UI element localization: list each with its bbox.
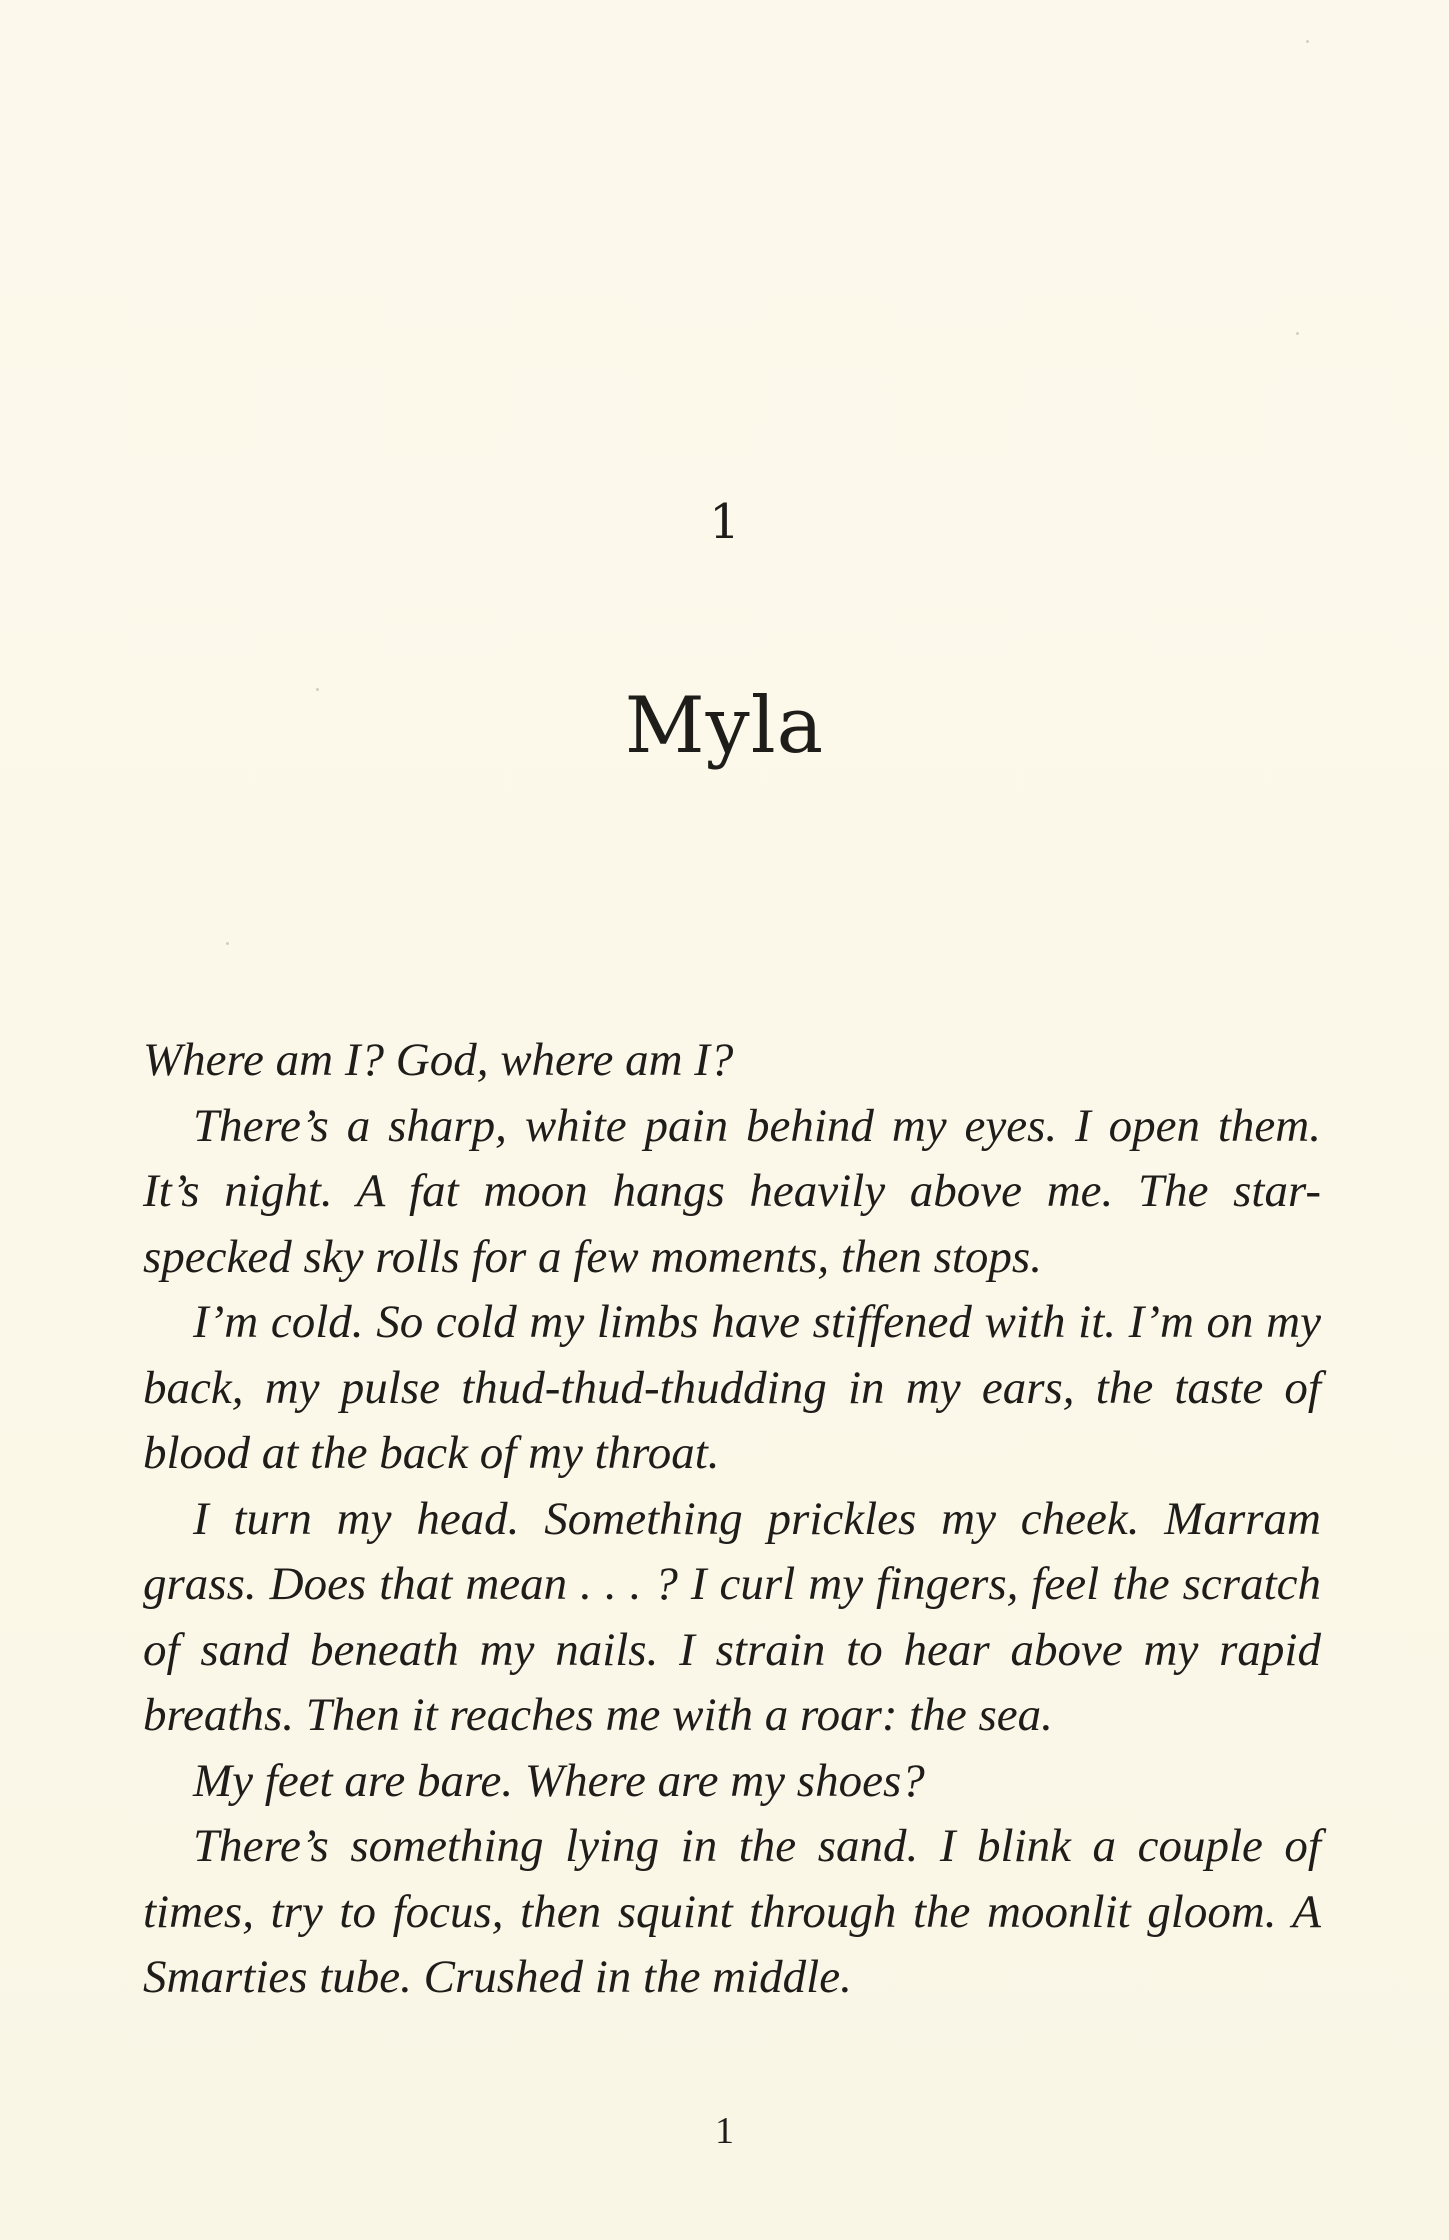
paragraph: I’m cold. So cold my limbs have stiffened with it. I’m on my back, my pulse thud-thud-thudding in my ears, the taste of blood at the back of my throat. [143,1296,1321,1479]
paper-speck [1306,40,1309,43]
chapter-number: 1 [709,494,740,550]
paragraph: My feet are bare. Where are my shoes? [193,1754,925,1807]
paragraph: There’s something lying in the sand. I blink a couple of times, try to focus, then squint through the moonlit gloom. A Smarties tube. Crushed in the middle. [143,1820,1321,2003]
paragraph: There’s a sharp, white pain behind my eyes. I open them. It’s night. A fat moon hangs heavily above me. The star-specked sky rolls for a few moments, then stops. [143,1099,1321,1283]
paper-speck [226,942,229,945]
chapter-body [143,1028,1321,2011]
paragraph: I turn my head. Something prickles my cheek. Marram grass. Does that mean . . . ? I curl my fingers, feel the scratch of sand beneath my nails. I strain to hear above my rapid breaths. Then it reaches me with a roar: the sea. [143,1492,1321,1741]
chapter-title: Myla [624,681,825,771]
paper-speck [1296,332,1299,335]
page-number: 1 [715,2110,734,2152]
paragraph: Where am I? God, where am I? [143,1034,734,1086]
